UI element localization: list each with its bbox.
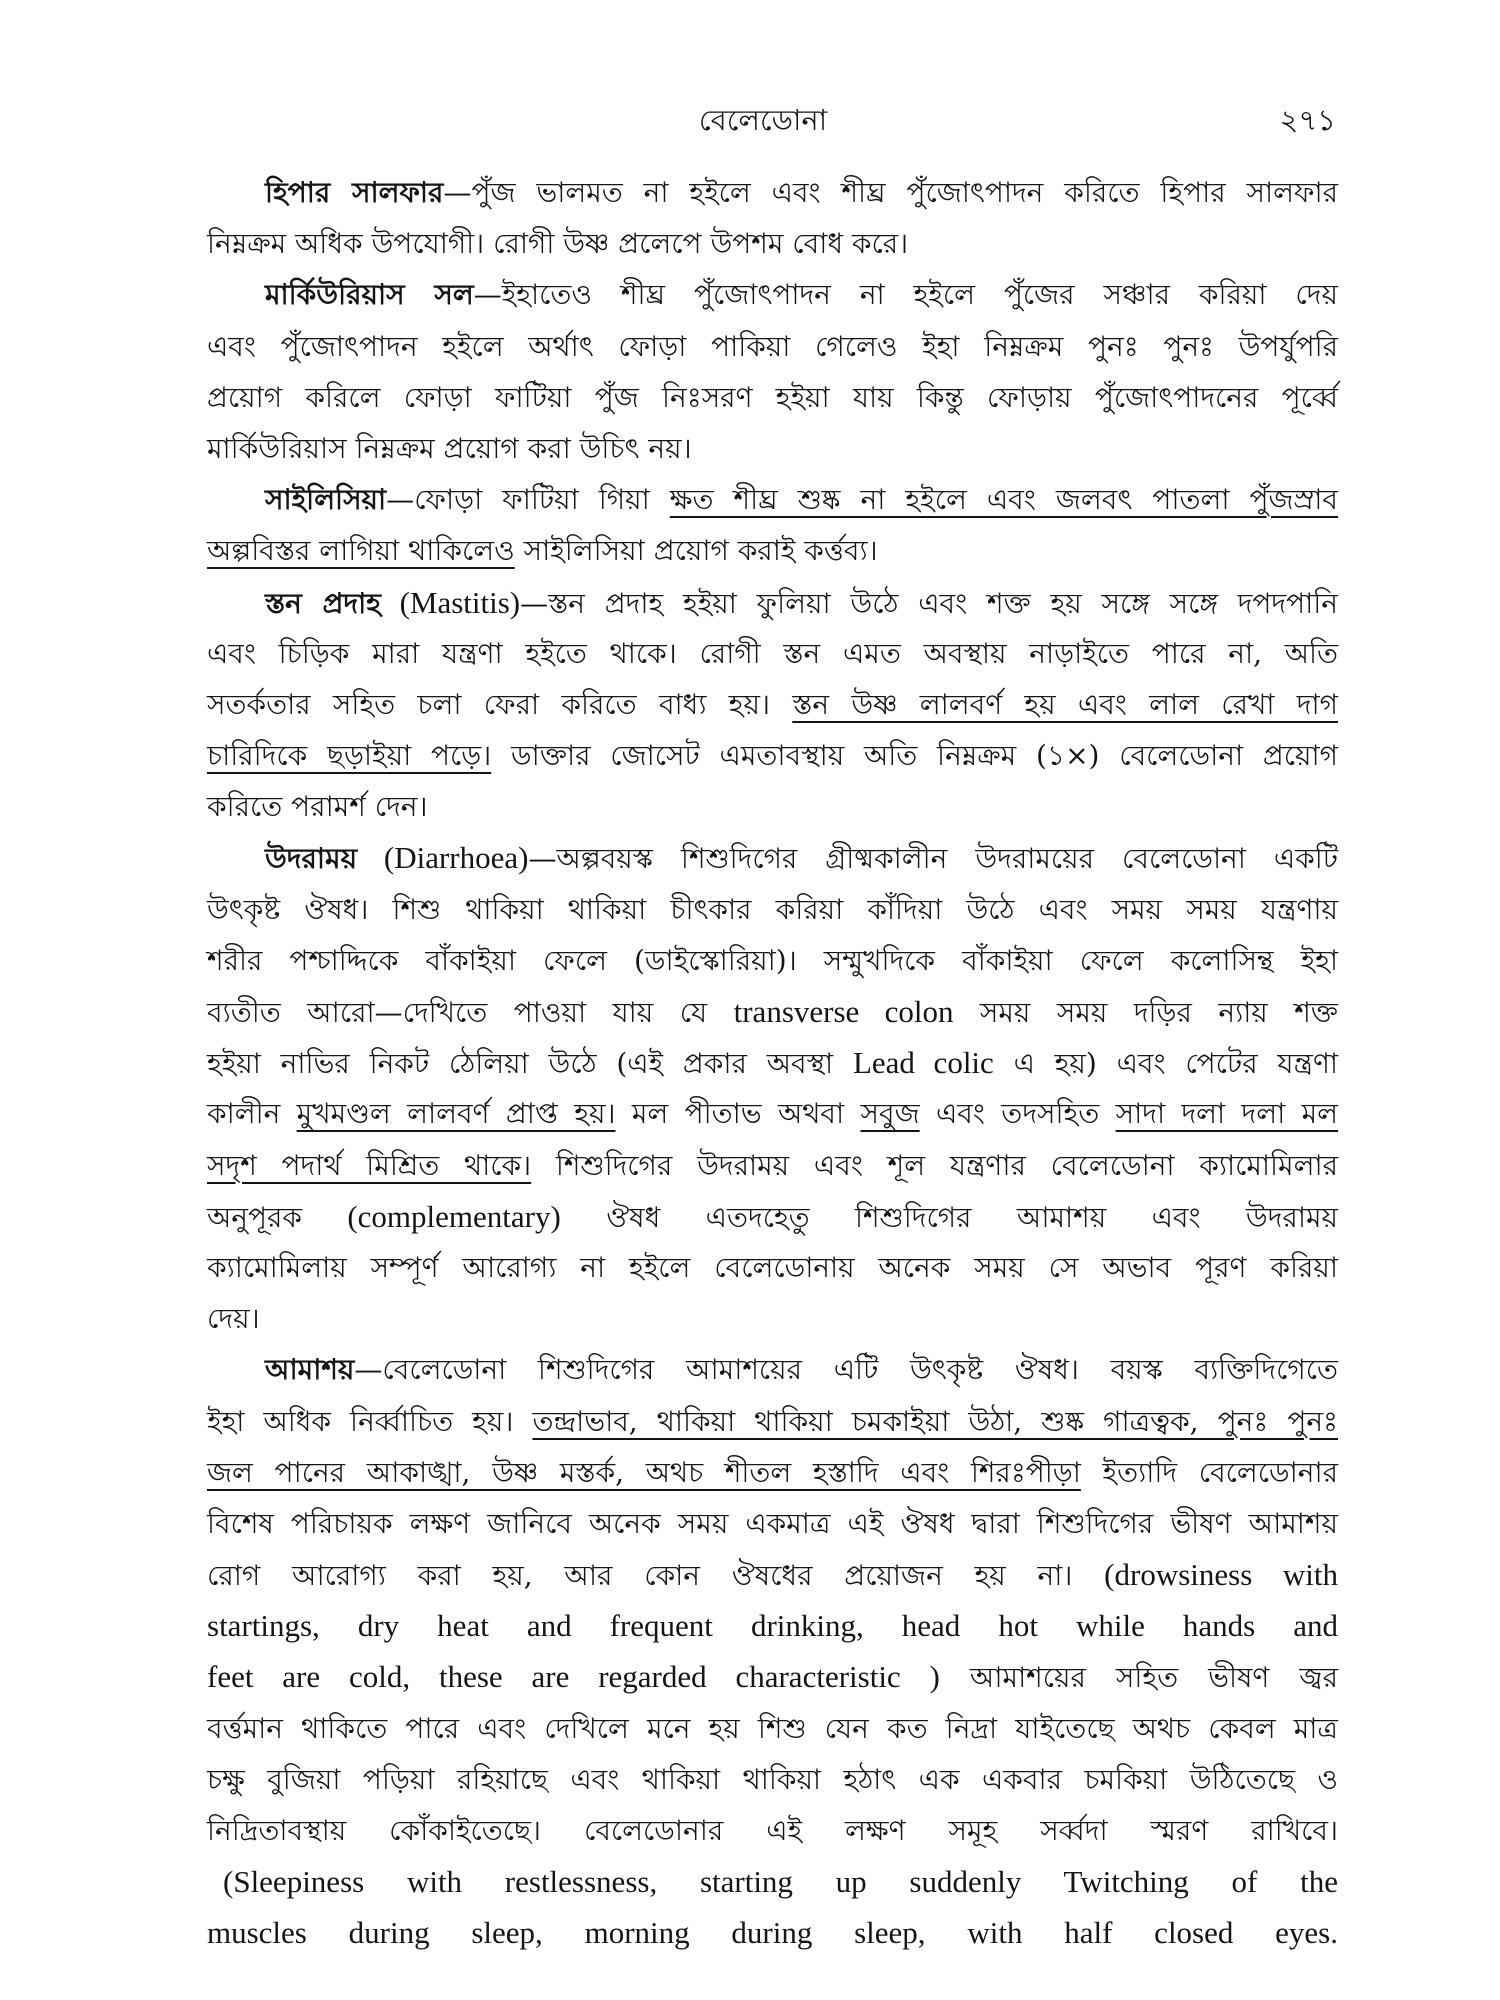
text-run: —পুঁজ ভালমত না হইলে এবং শীঘ্র পুঁজোৎপাদন করিতে হিপার সালফার [443, 176, 1338, 209]
paragraph-mercurius-sol [207, 269, 1338, 474]
text-line [207, 577, 1338, 628]
text-run: এবং তদসহিত [919, 1097, 1116, 1131]
text-line [207, 474, 1338, 525]
text-line [207, 1140, 1338, 1191]
underlined-text: ক্ষত শীঘ্র শুষ্ক না হইলে এবং জলবৎ পাতলা পুঁজস্রাব [669, 483, 1338, 517]
paragraph-silicea [207, 474, 1338, 576]
text-line [207, 1651, 1338, 1702]
text-run: বিশেষ পরিচায়ক লক্ষণ জানিবে অনেক সময় একমাত্র এই ঔষধ দ্বারা শিশুদিগের ভীষণ আমাশয় [207, 1506, 1338, 1540]
text-line [207, 832, 1338, 883]
text-line [207, 730, 1338, 781]
text-line [207, 1856, 1338, 1907]
text-line [207, 1805, 1338, 1856]
text-line [207, 781, 1338, 832]
text-line [207, 1242, 1338, 1293]
text-line [207, 167, 1338, 218]
text-run: বর্ত্তমান থাকিতে পারে এবং দেখিলে মনে হয় শিশু যেন কত নিদ্রা যাইতেছে অথচ কেবল মাত্র [207, 1711, 1338, 1745]
text-run: এবং চিড়িক মারা যন্ত্রণা হইতে থাকে। রোগী স্তন এমত অবস্থায় নাড়াইতে পারে না, অতি [207, 636, 1338, 670]
text-run: রোগ আরোগ্য করা হয়, আর কোন ঔষধের প্রয়োজন হয় না। [207, 1559, 1105, 1593]
underlined-text: অল্পবিস্তর লাগিয়া থাকিলেও [207, 534, 515, 568]
text-line [207, 679, 1338, 730]
text-run: ইত্যাদি বেলেডোনার [1080, 1455, 1338, 1489]
remedy-name: হিপার সালফার [265, 176, 444, 209]
text-line [207, 1088, 1338, 1139]
text-line [207, 1344, 1338, 1395]
text-run: দেয়। [207, 1302, 260, 1336]
text-run: —অল্পবয়স্ক শিশুদিগের গ্রীষ্মকালীন উদরাময়ের বেলেডোনা একটি [528, 842, 1339, 876]
text-line [207, 628, 1338, 679]
underlined-text: সদৃশ পদার্থ মিশ্রিত থাকে। [207, 1148, 532, 1182]
text-line [207, 269, 1338, 320]
text-run: সাইলিসিয়া প্রয়োগ করাই কর্ত্তব্য। [514, 534, 878, 568]
text-line [207, 525, 1338, 576]
remedy-name: সাইলিসিয়া [265, 483, 387, 517]
text-run: সময় সময় দড়ির ন্যায় শক্ত [953, 996, 1338, 1029]
remedy-name: স্তন প্রদাহ [265, 586, 381, 620]
text-line [207, 1447, 1338, 1498]
paragraph-english-note [207, 1856, 1338, 1958]
underlined-text: সাদা দলা দলা মল [1115, 1097, 1338, 1131]
text-run: করিতে পরামর্শ দেন। [207, 790, 428, 824]
text-run: ডাক্তার জোসেট এমতাবস্থায় অতি নিম্নক্রম (১×) বেলেডোনা প্রয়োগ [491, 739, 1338, 773]
english-text: feet are cold, these are regarded characteristic ) [207, 1659, 940, 1695]
english-text: (drowsiness with [1104, 1557, 1338, 1593]
text-run: মার্কিউরিয়াস নিম্নক্রম প্রয়োগ করা উচিৎ নয়। [207, 431, 692, 465]
underlined-text: তন্দ্রাভাব, থাকিয়া থাকিয়া চমকাইয়া উঠা, শুষ্ক গাত্রত্বক, পুনঃ পুনঃ [532, 1404, 1338, 1438]
text-run: অনুপূরক [207, 1200, 348, 1234]
text-run: ঔষধ এতদহেতু শিশুদিগের আমাশয় এবং উদরাময় [560, 1200, 1338, 1234]
text-line [207, 1498, 1338, 1549]
text-run: নিদ্রিতাবস্থায় কোঁকাইতেছে। বেলেডোনার এই লক্ষণ সমূহ সর্ব্বদা স্মরণ রাখিবে। [207, 1814, 1338, 1847]
remedy-name: মার্কিউরিয়াস সল [265, 278, 474, 312]
text-run: এ হয়) এবং পেটের যন্ত্রণা [993, 1047, 1338, 1081]
text-line [207, 884, 1338, 935]
text-run: উৎকৃষ্ট ঔষধ। শিশু থাকিয়া থাকিয়া চীৎকার করিয়া কাঁদিয়া উঠে এবং সময় সময় যন্ত্রণায় [207, 892, 1338, 926]
text-line [207, 986, 1338, 1037]
paragraph-hepar-sulphur [207, 167, 1338, 269]
text-run: এবং পুঁজোৎপাদন হইলে অর্থাৎ ফোড়া পাকিয়া গেলেও ইহা নিম্নক্রম পুনঃ পুনঃ উপর্যুপরি [207, 329, 1338, 363]
underlined-text: চারিদিকে ছড়াইয়া পড়ে। [207, 739, 492, 773]
text-line [207, 1549, 1338, 1600]
text-line [207, 1037, 1338, 1088]
text-line [207, 1703, 1338, 1754]
remedy-name: উদরাময় [265, 842, 358, 876]
text-run: ক্যামোমিলায় সম্পূর্ণ আরোগ্য না হইলে বেলেডোনায় অনেক সময় সে অভাব পূরণ করিয়া [207, 1250, 1338, 1284]
text-run: চক্ষু বুজিয়া পড়িয়া রহিয়াছে এবং থাকিয়া থাকিয়া হঠাৎ এক একবার চমকিয়া উঠিতেছে ও [207, 1762, 1338, 1796]
english-text: (Mastitis) [380, 584, 521, 620]
text-line [207, 1600, 1338, 1651]
text-run: নিম্নক্রম অধিক উপযোগী। রোগী উষ্ণ প্রলেপে উপশম বোধ করে। [207, 227, 909, 261]
paragraph-diarrhoea [207, 832, 1338, 1344]
remedy-name: আমাশয় [265, 1353, 355, 1387]
text-run: —বেলেডোনা শিশুদিগের আমাশয়ের এটি উৎকৃষ্ট ঔষধ। বয়স্ক ব্যক্তিদিগেতে [354, 1353, 1338, 1387]
english-text: (complementary) [347, 1198, 561, 1234]
paragraph-dysentery [207, 1344, 1338, 1856]
text-line [207, 218, 1338, 269]
text-run: কালীন [207, 1097, 297, 1131]
english-text: transverse colon [733, 994, 954, 1029]
text-run: সতর্কতার সহিত চলা ফেরা করিতে বাধ্য হয়। [207, 687, 793, 721]
running-head-title: বেলেডোনা [698, 103, 828, 137]
text-line [207, 423, 1338, 474]
text-run: ব্যতীত আরো—দেখিতে পাওয়া যায় যে [207, 996, 734, 1029]
text-line [207, 1293, 1338, 1344]
text-run: শিশুদিগের উদরাময় এবং শূল যন্ত্রণার বেলেডোনা ক্যামোমিলার [531, 1148, 1338, 1182]
english-text: startings, dry heat and frequent drinking, head hot while hands and [207, 1608, 1338, 1644]
text-run: শরীর পশ্চাদ্দিকে বাঁকাইয়া ফেলে (ডাইস্কোরিয়া)। সম্মুখদিকে বাঁকাইয়া ফেলে কলোসিন্থ ইহা [207, 943, 1338, 977]
page-body [207, 167, 1338, 1959]
text-run: হইয়া নাভির নিকট ঠেলিয়া উঠে (এই প্রকার অবস্থা [207, 1047, 853, 1081]
english-text: (Sleepiness with restlessness, starting up suddenly Twitching of the [223, 1864, 1338, 1900]
text-line [207, 321, 1338, 372]
english-text: Lead colic [852, 1045, 994, 1081]
paragraph-mastitis [207, 577, 1338, 833]
text-run: —ফোড়া ফাটিয়া গিয়া [386, 483, 670, 517]
text-run: —স্তন প্রদাহ হইয়া ফুলিয়া উঠে এবং শক্ত হয় সঙ্গে সঙ্গে দপদপানি [520, 586, 1338, 620]
underlined-text: জল পানের আকাঙ্খা, উষ্ণ মস্তর্ক, অথচ শীতল হস্তাদি এবং শিরঃপীড়া [207, 1455, 1081, 1489]
text-run: প্রয়োগ করিলে ফোড়া ফাটিয়া পুঁজ নিঃসরণ হইয়া যায় কিন্তু ফোড়ায় পুঁজোৎপাদনের পূর্ব্বে [207, 380, 1338, 414]
underlined-text: মুখমণ্ডল লালবর্ণ প্রাপ্ত হয়। [296, 1097, 616, 1131]
text-line [207, 1907, 1338, 1958]
underlined-text: সবুজ [860, 1097, 920, 1131]
text-line [207, 1754, 1338, 1805]
underlined-text: স্তন উষ্ণ লালবর্ণ হয় এবং লাল রেখা দাগ [792, 687, 1338, 721]
english-text: (Diarrhoea) [357, 840, 529, 876]
text-line [207, 372, 1338, 423]
text-run: ইহা অধিক নির্ব্বাচিত হয়। [207, 1404, 533, 1438]
page-number: ২৭১ [1279, 103, 1336, 137]
text-line [207, 1396, 1338, 1447]
text-run: মল পীতাভ অথবা [615, 1097, 861, 1131]
text-line [207, 935, 1338, 986]
text-line [207, 1191, 1338, 1242]
text-run: —ইহাতেও শীঘ্র পুঁজোৎপাদন না হইলে পুঁজের সঞ্চার করিয়া দেয় [473, 278, 1338, 312]
text-run: আমাশয়ের সহিত ভীষণ জ্বর [939, 1661, 1338, 1695]
english-text: muscles during sleep, morning during sleep, with half closed eyes. [207, 1915, 1338, 1951]
